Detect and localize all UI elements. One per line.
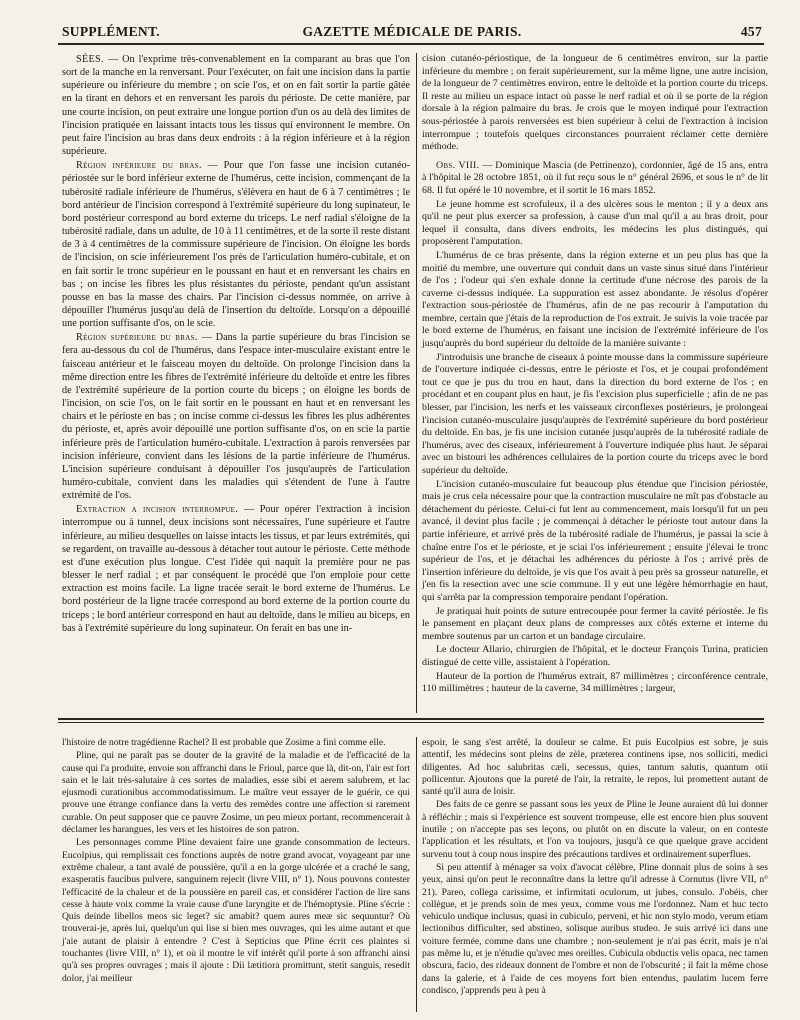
- section-heading: Extraction a incision interrompue.: [76, 504, 239, 516]
- paragraph: [62, 53, 410, 158]
- paragraph: Les personnages comme Pline devaient faire une grande consommation de lecteurs. Eucolpius, qui remplissait ces fonctions auprès de notre grand avocat, voyageant par une extrême chaleur, a tant avalé de poussière, qu'il a en la gorge ulcérée et a craché le sang, exasperatis faucibus pulvere, sanguinem rejecit (livre VIII, n° 1). Nous pouvons contester l'efficacité de la chaleur et de la poussière en pareil cas, et considérer l'action de lire sans cesse à haute voix comme la vraie cause d'une laryngite et de l'hémoptysie. Pline s'écrie : Quis deinde libellos meos sic leget? sic amabit? quem aures meæ sic sequuntur? Où trouverai-je, après lui, quelqu'un qui lise si bien mes ouvrages, qui les aime autant et que j'aie autant de plaisir à entendre ? C'est à Septicius que Pline écrit ces plaintes si touchantes (livre VIII, n° 1), et où il montre le vif intérêt qu'il porte à son affranchi ainsi qu'à ses propres ouvrages ; mais il ajoute : Dii lætitiora promittunt, stetit sanguis, resedit dolor, j'ai meilleur: [62, 837, 410, 984]
- feuilleton-right-column: [422, 737, 768, 1012]
- paragraph: [62, 331, 410, 502]
- paragraph: Le jeune homme est scrofuleux, il a des ulcères sous le menton ; il y a deux ans qu'il ne peut plus exercer sa profession, à cause d'un mal qu'il a au bras droit, pour lequel il consulta, dans divers endroits, les médecins les plus distingués, qui proposèrent l'amputation.: [422, 198, 768, 248]
- paragraph: [62, 503, 410, 635]
- paragraph: cision cutanéo-périostique, de la longueur de 6 centimètres environ, sur la partie inférieure du membre ; on ferait supérieurement, sur la même ligne, une autre incision, de la longueur de 7 centimètres environ, entre le deltoïde et la portion courte du triceps. Il reste au milieu un espace intact où passe le nerf radial et où il se porte de la région dorsale à la région palmaire du bras. Je crois que le moyen indiqué pour l'extraction sous-périostée à parois renversées est bien supérieur à celui de l'extraction à incision interrompue ; toutefois quelques circonstances pourraient réclamer cette dernière méthode.: [422, 53, 768, 153]
- paragraph: espoir, le sang s'est arrêté, la douleur se calme. Et puis Eucolpius est sobre, je suis attentif, les médecins sont pleins de zèle, præterea continens ipse, nos solliciti, medici diligentes. Ad hoc salubritas cæli, secessus, quies, tantum salutis, quantum otii pollicentur. Ajoutons que la pureté de l'air, la retraite, le repos, lui promettent autant de santé qu'il aura de loisir.: [422, 737, 768, 798]
- paragraph: [62, 159, 410, 330]
- paragraph: Si peu attentif à ménager sa voix d'avocat célèbre, Pline donnait plus de soins à ses yeux, ainsi qu'on peut le reconnaître dans la lettre qu'il adresse à Cornutus (livre VII, n° 21). Pareo, collega carissime, et infirmitati oculorum, ut jubes, consulo. J'obéis, cher collègue, et je prends soin de mes yeux, comme vous me l'ordonnez. Nam et huc tecto vehiculo undique inclusus, quasi in cubiculo, perveni, et hic non stylo modo, verum etiam lectionibus difficulter, sed abstineo, solisque auribus studeo. Je suis arrivé ici dans une voiture fermée, comme dans une chambre ; non-seulement je n'ai pas écrit, mais je n'ai pas même lu, et je n'étudie qu'avec mes oreilles. Cubicula obductis velis opaca, nec tamen obscura, facio, des rideaux donnent de l'ombre et non de l'obscurité ; il fait la même chose dans la galerie, et à l'aide de ces moyens fort bien entendus, paulatim lucem ferre condisco, j'apprends peu à peu à: [422, 861, 768, 996]
- page-header: [62, 24, 762, 42]
- paragraph-text: — On l'exprime très-convenablement en la comparant au bras que l'on sort de la manche en la renversant. Pour l'exécuter, on fait une incision dans la partie supérieure ou inférieure du membre ; on scie l'os, et on en fait sortir la partie gâtée en la tirant en dehors et en renversant les parois du périoste. De cette manière, par une courte incision, on peut extraire une longue portion d'un os au delà des limites de l'incision pratiquée en laissant intacts tous les tissus qui environnent le membre. On peut faire l'incision au bras dans deux endroits : à la région inférieure et à la région supérieure.: [62, 54, 410, 158]
- feuilleton-rule: [58, 718, 764, 720]
- page-number: 457: [740, 24, 762, 39]
- paragraph-text: — Pour opérer l'extraction à incision interrompue ou à tunnel, deux incisions sont nécessaires, l'une supérieure et l'autre inférieure, au milieu desquelles on laisse intacts les tissus, et par leurs extrémités, qui se regardent, on travaille au-dessous à détacher tout autour le périoste. Cette méthode est d'une exécution plus longue. C'est l'idée qui naquit la première pour ne pas blesser le nerf radial ; et par conséquent le procédé que l'on emploie pour cette extraction est moins facile. La ligne tracée serait le bord externe de l'humérus. Le bord postérieur de la ligne tracée correspond au bord externe de la portion courte du triceps ; le bord antérieur correspond en haut au deltoïde, dans le milieu au biceps, en bas à l'extrémité supérieure du long supinateur. On ferait en bas une in-: [62, 504, 410, 634]
- section-lead: SÉES.: [76, 54, 104, 65]
- paragraph-text: — Dans la partie supérieure du bras l'incision se fera au-dessous du col de l'humérus, dans l'espace inter-musculaire existant entre le faisceau antérieur et le faisceau moyen du deltoïde. On prolonge l'incision dans la même direction entre les fibres de l'extrémité inférieure du deltoïde et entre les fibres de l'extrémité supérieure de la portion courte du biceps ; on éloigne les bords de l'incision, on scie l'os, on le fait sortir en le poussant en haut et en renversant les chairs et le périoste en bas ; on incise comme ci-dessus les fibres les plus adhérentes du périoste, et, après avoir dépouillé une portion suffisante d'os, on en scie la partie inférieure près de l'articulation huméro-cubitale. L'extraction à parois renversées par incision inférieure, convient dans les lésions de la partie inférieure de l'humérus. L'incision supérieure conduisant à dépouiller l'os jusqu'auprès de l'articulation huméro-cubitale, convient dans les maladies qui s'étendent de l'une à l'autre extrémité de l'os.: [62, 332, 410, 502]
- section-heading: Région supérieure du bras.: [76, 332, 198, 344]
- paragraph: J'introduisis une branche de ciseaux à pointe mousse dans la commissure supérieure de l'ouverture indiquée ci-dessus, entre le périoste et l'os, et je coupai profondément tout ce que je pus du trou en haut, dans la direction du bord externe de l'os ; en procédant et en coupant plus en haut, je fis l'excision plus superficielle ; afin de ne pas blesser, par l'incision, les nerfs et les vaisseaux circonflexes postérieurs, je prolongeai l'incision cutanéo-musculaire jusqu'auprès de l'extrémité supérieure du bord postérieur du deltoïde. En bas, je fis une incision cutanée jusqu'auprès de la tubérosité radiale de l'humérus, avec des ciseaux, inférieurement à l'ouverture indiquée plus haut. Je séparai avec un bistouri les adhérences cellulaires de la portion courte du triceps avec le bord supérieur du deltoïde.: [422, 351, 768, 476]
- paragraph: l'histoire de notre tragédienne Rachel? Il est probable que Zosime a fini comme elle.: [62, 737, 386, 748]
- paragraph: Le docteur Allario, chirurgien de l'hôpital, et le docteur François Turina, praticien distingué de cette ville, assistaient à l'opération.: [422, 644, 768, 668]
- supplement-label: SUPPLÉMENT.: [62, 24, 160, 39]
- paragraph: Je pratiquai huit points de suture entrecoupée pour fermer la cavité périostée. Je fis le pansement en plaçant deux plans de compresses aux côtés externe et interne du membre soutenus par un carton et un bandage circulaire.: [422, 605, 768, 642]
- column-divider: [416, 53, 417, 713]
- observation-label: Obs. VIII.: [436, 159, 480, 171]
- right-column: [422, 53, 768, 713]
- left-column: [62, 53, 410, 708]
- journal-title: GAZETTE MÉDICALE DE PARIS.: [302, 24, 522, 39]
- section-heading: Région inférieure du bras.: [76, 160, 202, 172]
- paragraph: Pline, qui ne paraît pas se douter de la gravité de la maladie et de l'efficacité de la cause qui l'a produite, envoie son affranchi dans le Frioul, parce que là, dit-on, l'air est fort sain et le lait très-salutaire à ces sortes de maladies, esse sibi et aerem salubrem, et lac ejusmodi curationibus accommodatissimum. Le maître veut essayer de le guérir, ce qui prouve une étrange confiance dans la vertu des remèdes contre une affection si rarement curable. On peut supposer que ce pauvre Zosime, un peu mieux portant, recommencerait à déclamer les harangues, les vers et les histoires de son patron.: [62, 750, 410, 836]
- feuilleton-rule-thin: [58, 722, 764, 723]
- paragraph: L'incision cutanéo-musculaire fut beaucoup plus étendue que l'incision périostée, mais je crus cela nécessaire pour que la contraction musculaire ne mît pas d'obstacle au détachement du périoste. Celui-ci fut lent au commencement, mais lorsqu'il fut un peu avancé, il devint plus facile ; je commençai à détacher le périoste tout autour dans la partie inférieure, et arrivé près de la tubérosité radiale de l'humérus, je passai la scie à chaîne entre l'os et le périoste, et je sciai l'os inférieurement ; ensuite j'élevai le tronc supérieur de l'os, et je détachai les adhérences du périoste à l'os ; arrivé près de l'insertion inférieure du deltoïde, je vis que l'os avait à peu près sa grosseur naturelle, et j'en fis la resection avec une scie commune. Il y eut une légère hémorrhagie en haut, qui s'arrêta par la compression temporaire pendant l'opération.: [422, 478, 768, 603]
- paragraph-text: — Dominique Mascia (de Pettinenzo), cordonnier, âgé de 15 ans, entra à l'hôpital le 28 octobre 1851, où il fut reçu sous le n° général 2696, et sous le n° de lit 68. Il fut opéré le 10 novembre, et il sortit le 16 mars 1852.: [422, 159, 768, 196]
- paragraph-text: — Pour que l'on fasse une incision cutanéo-périostée sur le bord inférieur externe de l'humérus, cette incision, commençant de la tubérosité radiale inférieure de l'humérus, s'élèvera en haut de 6 à 7 centimètres ; le bord antérieur de l'incision correspond à l'extrémité supérieure du long supinateur, le bord postérieur correspond au bord externe du triceps. Le nerf radial s'éloigne de la tubérosité radiale, dans un adulte, de 10 à 11 centimètres, et de la sorte il reste distant de 3 à 4 centimètres de la commissure supérieure de l'incision. On éloigne les bords de l'incision, on scie inférieurement l'os près de l'articulation huméro-cubitale, et on en fait sortir le tronc supérieur en le poussant en haut et en renversant les chairs en bas ; on incise les fibres les plus résistantes du périoste, pendant qu'un assistant pousse en bas la masse des chairs. Par l'incision ci-dessus nommée, on arrive à dépouiller l'humérus jusqu'au delà de l'insertion du deltoïde. Lorsqu'on a dépouillé une portion suffisante d'os, on le scie.: [62, 160, 410, 330]
- observation-paragraph: [422, 160, 768, 198]
- paragraph: Hauteur de la portion de l'humérus extrait, 87 millimètres ; circonférence centrale, 110 millimètres ; hauteur de la caverne, 34 millimètres ; largeur,: [422, 670, 768, 695]
- paragraph: Des faits de ce genre se passant sous les yeux de Pline le Jeune auraient dû lui donner à réfléchir ; mais si l'expérience est souvent trompeuse, elle est encore bien plus souvent inutile ; on n'accepte pas ses leçons, ou plutôt on en discute la valeur, on en conteste l'application et les résultats, et l'on va toujours, jusqu'à ce que quelque grave accident survenu tout à coup nous inspire des précautions tardives et ordinairement superflues.: [422, 799, 768, 860]
- paragraph: L'humérus de ce bras présente, dans la région externe et un peu plus bas que la moitié du membre, une ouverture qui conduit dans un vaste sinus situé dans l'intérieur de l'os ; l'odeur qui s'en exhale donne la certitude d'une nécrose des parois de la caverne ci-dessus indiquée. La suppuration est assez abondante. Je résolus d'opérer l'extraction sous-périostée de l'humérus, afin de ne pas recourir à l'amputation du membre, certain que j'étais de la reproduction de l'os extrait. Je suivis la voie tracée par le bord externe de l'humérus, en faisant une incision de l'extrémité inférieure de l'os jusqu'auprès du bord supérieur du deltoïde de la manière suivante :: [422, 249, 768, 350]
- header-rule: [58, 43, 764, 45]
- feuilleton-left-column: [62, 737, 410, 1012]
- feuilleton-column-divider: [416, 737, 417, 1012]
